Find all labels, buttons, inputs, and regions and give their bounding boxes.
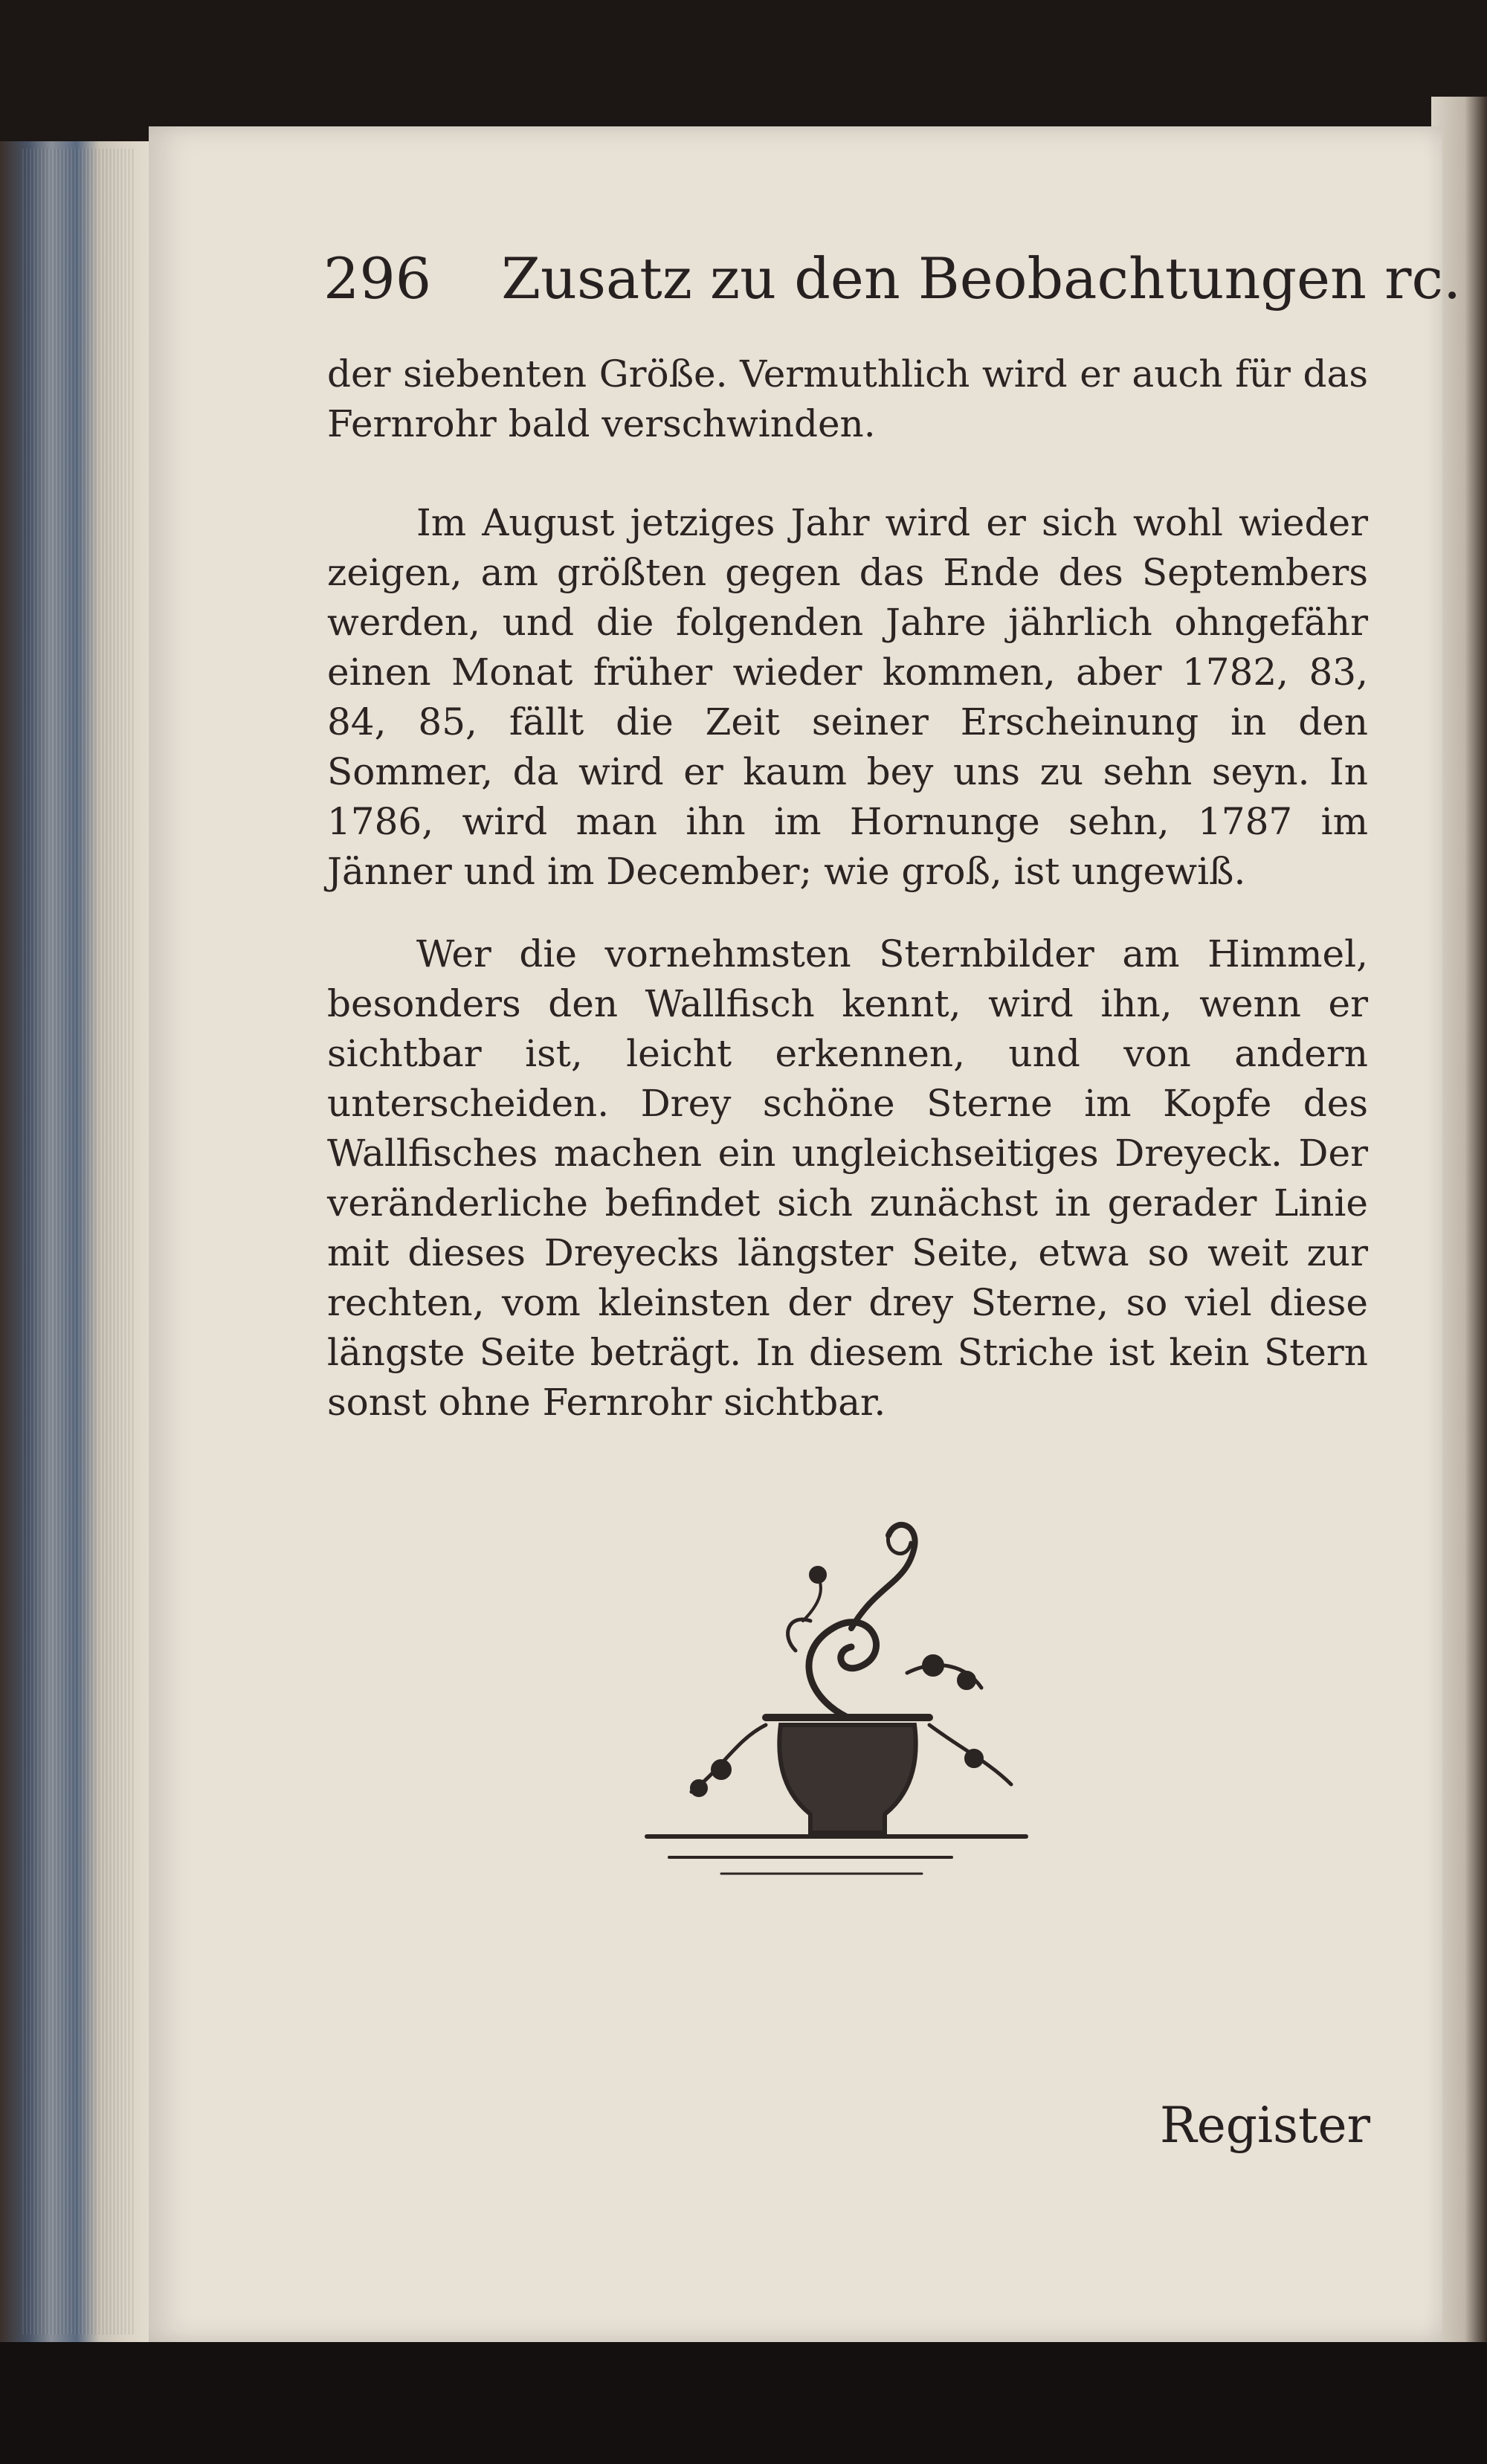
paragraph-3 — [327, 929, 1368, 1428]
paragraph-text: Im August jetziges Jahr wird er sich wohl wieder zeigen, am größten gegen das Ende des Septembers werden, und die folgenden Jahre jährlich ohngefähr einen Monat früher wieder kommen, aber 1782, 83, 84, 85, fällt die Zeit seiner Erscheinung in den Sommer, da wird er kaum bey uns zu sehn seyn. In 1786, wird man ihn im Hornunge sehn, 1787 im Jänner und im December; wie groß, ist ungewiß. — [327, 501, 1368, 893]
page-edge-stripes — [22, 149, 134, 2335]
paragraph-1 — [327, 349, 1368, 449]
page-number: 296 — [323, 245, 432, 312]
background-shadow — [0, 2342, 1487, 2464]
vase-ornament-icon — [639, 1502, 1041, 1896]
running-title: Zusatz zu den Beobachtungen rc. — [501, 245, 1462, 312]
catchword: Register — [1160, 2097, 1371, 2154]
paragraph-text: Wer die vornehmsten Sternbilder am Himmel, besonders den Wallfisch kennt, wird ihn, wenn er sichtbar ist, leicht erkennen, und von andern unterscheiden. Drey schöne Sterne im Kopfe des Wallfisches machen ein ungleichseitiges Dreyeck. Der veränderliche befindet sich zunächst in gerader Linie mit dieses Dreyecks längster Seite, etwa so weit zur rechten, vom kleinsten der drey Sterne, so viel diese längste Seite beträgt. In diesem Striche ist kein Stern sonst ohne Fernrohr sichtbar. — [327, 932, 1368, 1424]
paragraph-2 — [327, 498, 1368, 897]
running-header — [323, 245, 1462, 327]
paragraph-text: der siebenten Größe. Vermuthlich wird er auch für das Fernrohr bald verschwinden. — [327, 352, 1368, 445]
